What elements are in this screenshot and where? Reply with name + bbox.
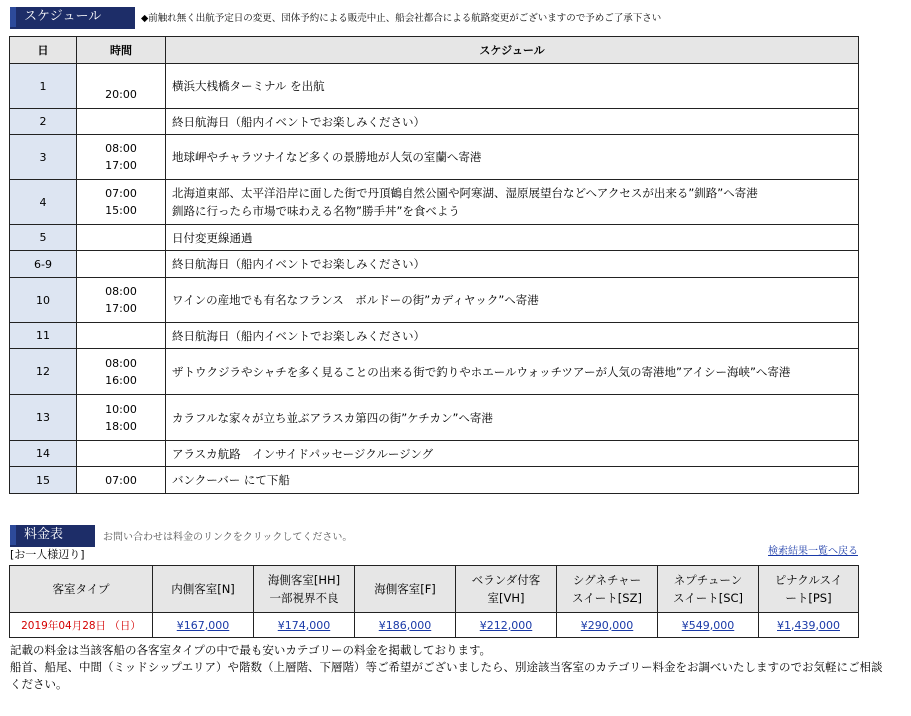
footnote-line-1: 記載の料金は当該客船の各客室タイプの中で最も安いカテゴリーの料金を掲載しております。 [10, 643, 492, 657]
table-row [10, 349, 859, 395]
cabin-header-pinnacle-suite: ピナクルスイ ート[PS] [759, 566, 859, 613]
table-row [10, 109, 859, 135]
time-cell: 07:00 [77, 467, 166, 494]
schedule-desc-cell: 日付変更線通過 [166, 225, 859, 251]
schedule-table [9, 36, 859, 494]
time-cell: 10:00 18:00 [77, 395, 166, 441]
price-header-row [10, 566, 859, 613]
day-cell: 3 [10, 135, 77, 180]
time-cell: 08:00 17:00 [77, 278, 166, 323]
schedule-desc-cell: バンクーバー にて下船 [166, 467, 859, 494]
price-link-neptune-suite[interactable]: ¥549,000 [681, 618, 735, 632]
table-row [10, 395, 859, 441]
day-cell: 4 [10, 180, 77, 225]
table-row [10, 64, 859, 109]
cabin-header-veranda: ベランダ付客 室[VH] [456, 566, 557, 613]
schedule-section-header [10, 7, 661, 27]
schedule-desc-cell: 終日航海日（船内イベントでお楽しみください） [166, 251, 859, 278]
schedule-desc-cell: ザトウクジラやシャチを多く見ることの出来る街で釣りやホエールウォッチツアーが人気の寄港地”アイシー海峡”へ寄港 [166, 349, 859, 395]
day-cell: 15 [10, 467, 77, 494]
schedule-notice: ◆前触れ無く出航予定日の変更、団体予約による販売中止、船会社都合による航路変更がございますので予めご了承下さい [141, 13, 662, 24]
day-column-header: 日 [10, 37, 77, 64]
price-title: 料金表 [10, 525, 95, 545]
schedule-desc-cell: 横浜大桟橋ターミナル を出航 [166, 64, 859, 109]
schedule-column-header: スケジュール [166, 37, 859, 64]
day-cell: 1 [10, 64, 77, 109]
day-cell: 5 [10, 225, 77, 251]
day-cell: 14 [10, 441, 77, 467]
cabin-header-oceanview-obstructed: 海側客室[HH] 一部視界不良 [254, 566, 355, 613]
day-cell: 6-9 [10, 251, 77, 278]
per-person-label: [お一人様辺り] [10, 548, 85, 561]
time-cell: 20:00 [77, 64, 166, 109]
price-row [10, 613, 859, 638]
day-cell: 2 [10, 109, 77, 135]
price-section-header [10, 525, 352, 545]
schedule-desc-cell: 北海道東部、太平洋沿岸に面した街で丹頂鶴自然公園や阿寒湖、湿原展望台などへアクセスが出来る”釧路”へ寄港 釧路に行ったら市場で味わえる名物”勝手丼”を食べよう [166, 180, 859, 225]
time-cell [77, 109, 166, 135]
schedule-desc-cell: 終日航海日（船内イベントでお楽しみください） [166, 323, 859, 349]
departure-date: 2019年04月28日 （日） [10, 613, 153, 638]
day-cell: 11 [10, 323, 77, 349]
price-link-oceanview-obstructed[interactable]: ¥174,000 [277, 618, 331, 632]
schedule-desc-cell: ワインの産地でも有名なフランス ボルドーの街”カディヤック”へ寄港 [166, 278, 859, 323]
cabin-type-header: 客室タイプ [10, 566, 153, 613]
price-footnote [10, 642, 890, 693]
time-cell: 08:00 16:00 [77, 349, 166, 395]
price-link-veranda[interactable]: ¥212,000 [479, 618, 533, 632]
time-column-header: 時間 [77, 37, 166, 64]
price-table [9, 565, 859, 638]
table-row [10, 323, 859, 349]
time-cell [77, 251, 166, 278]
time-cell [77, 441, 166, 467]
footnote-line-2: 船首、船尾、中間（ミッドシップエリア）や階数（上層階、下層階）等ご希望がございましたら、別途該当客室のカテゴリー料金をお調べいたしますのでお気軽にご相談ください。 [10, 660, 883, 691]
schedule-title-rule [10, 27, 135, 29]
cabin-header-signature-suite: シグネチャー スイート[SZ] [557, 566, 658, 613]
cabin-header-inside: 内側客室[N] [153, 566, 254, 613]
table-row [10, 278, 859, 323]
schedule-header-row [10, 37, 859, 64]
price-note: お問い合わせは料金のリンクをクリックしてください。 [103, 531, 353, 543]
cabin-header-oceanview: 海側客室[F] [355, 566, 456, 613]
schedule-desc-cell: カラフルな家々が立ち並ぶアラスカ第四の街”ケチカン”へ寄港 [166, 395, 859, 441]
table-row [10, 135, 859, 180]
table-row [10, 467, 859, 494]
schedule-desc-cell: 地球岬やチャラツナイなど多くの景勝地が人気の室蘭へ寄港 [166, 135, 859, 180]
table-row [10, 251, 859, 278]
day-cell: 13 [10, 395, 77, 441]
time-cell [77, 323, 166, 349]
table-row [10, 225, 859, 251]
table-row [10, 441, 859, 467]
price-link-signature-suite[interactable]: ¥290,000 [580, 618, 634, 632]
schedule-desc-cell: 終日航海日（船内イベントでお楽しみください） [166, 109, 859, 135]
cabin-header-neptune-suite: ネプチューン スイート[SC] [658, 566, 759, 613]
table-row [10, 180, 859, 225]
price-link-pinnacle-suite[interactable]: ¥1,439,000 [777, 618, 840, 632]
price-link-oceanview[interactable]: ¥186,000 [378, 618, 432, 632]
schedule-title: スケジュール [10, 7, 135, 27]
time-cell: 08:00 17:00 [77, 135, 166, 180]
time-cell [77, 225, 166, 251]
schedule-desc-cell: アラスカ航路 インサイドパッセージクルージング [166, 441, 859, 467]
day-cell: 12 [10, 349, 77, 395]
price-link-inside[interactable]: ¥167,000 [176, 618, 230, 632]
back-to-results-link[interactable]: 検索結果一覧へ戻る [768, 546, 858, 557]
time-cell: 07:00 15:00 [77, 180, 166, 225]
day-cell: 10 [10, 278, 77, 323]
